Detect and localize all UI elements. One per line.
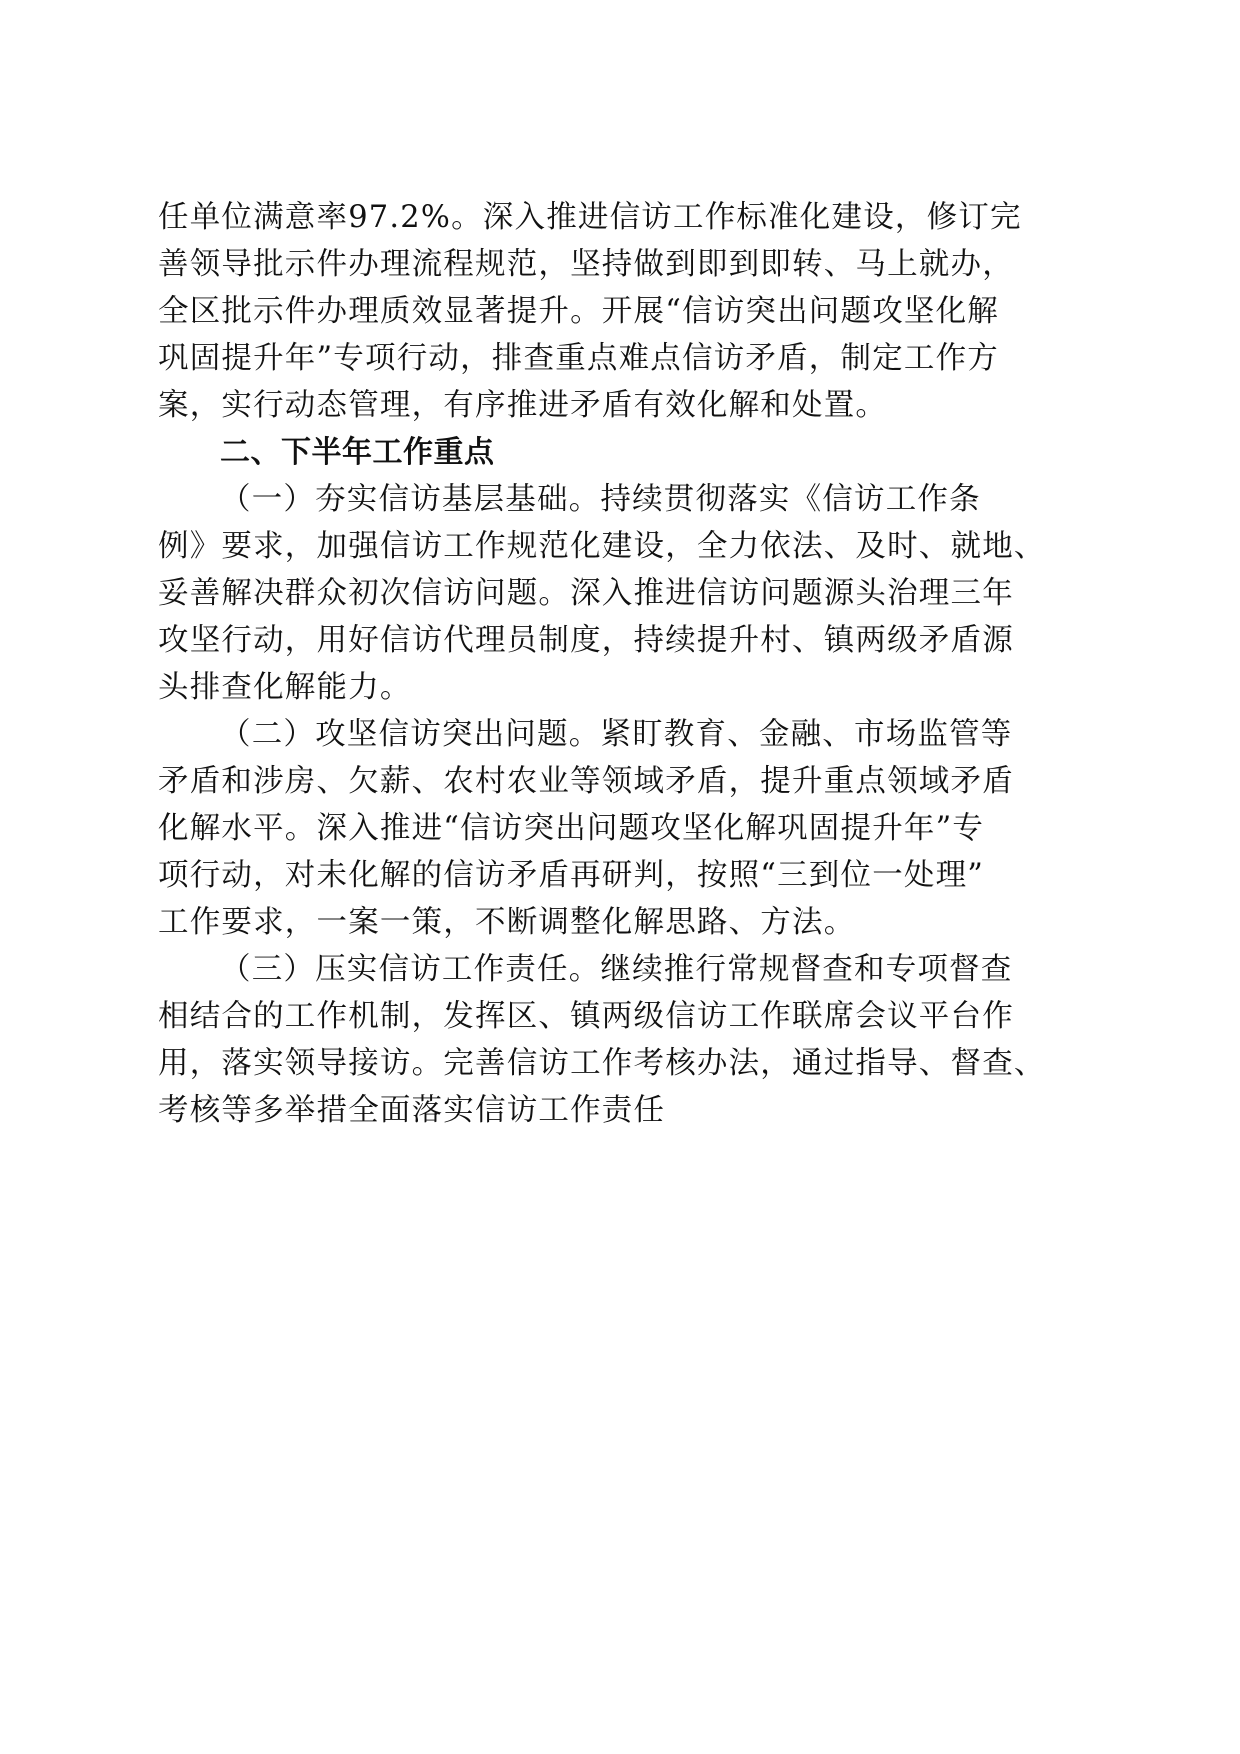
paragraph-line: 妥善解决群众初次信访问题。深入推进信访问题源头治理三年: [158, 576, 1014, 611]
section-heading: 二、下半年工作重点: [220, 435, 495, 470]
paragraph-line: 项行动，对未化解的信访矛盾再研判，按照“三到位一处理”: [158, 858, 985, 893]
paragraph-line: （二）攻坚信访突出问题。紧盯教育、金融、市场监管等: [220, 717, 1013, 752]
paragraph-line: 工作要求，一案一策，不断调整化解思路、方法。: [158, 905, 856, 940]
paragraph-line: 考核等多举措全面落实信访工作责任: [158, 1093, 666, 1128]
paragraph-line: 攻坚行动，用好信访代理员制度，持续提升村、镇两级矛盾源: [158, 623, 1014, 658]
paragraph-line: （三）压实信访工作责任。继续推行常规督查和专项督查: [220, 952, 1013, 987]
paragraph-line: 相结合的工作机制，发挥区、镇两级信访工作联席会议平台作: [158, 999, 1014, 1034]
paragraph-line: 矛盾和涉房、欠薪、农村农业等领域矛盾，提升重点领域矛盾: [158, 764, 1014, 799]
paragraph-line: 用，落实领导接访。完善信访工作考核办法，通过指导、督查、: [158, 1046, 1046, 1081]
paragraph-line: 全区批示件办理质效显著提升。开展“信访突出问题攻坚化解: [158, 294, 999, 329]
paragraph-line: 任单位满意率97.2%。深入推进信访工作标准化建设，修订完: [158, 200, 1022, 235]
document-body: [158, 194, 1088, 1134]
paragraph-line: （一）夯实信访基层基础。持续贯彻落实《信访工作条: [220, 482, 981, 517]
paragraph-line: 善领导批示件办理流程规范，坚持做到即到即转、马上就办，: [158, 247, 1014, 282]
paragraph-line: 化解水平。深入推进“信访突出问题攻坚化解巩固提升年”专: [158, 811, 985, 846]
paragraph-line: 头排查化解能力。: [158, 670, 412, 705]
paragraph-line: 案，实行动态管理，有序推进矛盾有效化解和处置。: [158, 388, 888, 423]
paragraph-line: 巩固提升年”专项行动，排查重点难点信访矛盾，制定工作方: [158, 341, 999, 376]
paragraph-line: 例》要求，加强信访工作规范化建设，全力依法、及时、就地、: [158, 529, 1046, 564]
